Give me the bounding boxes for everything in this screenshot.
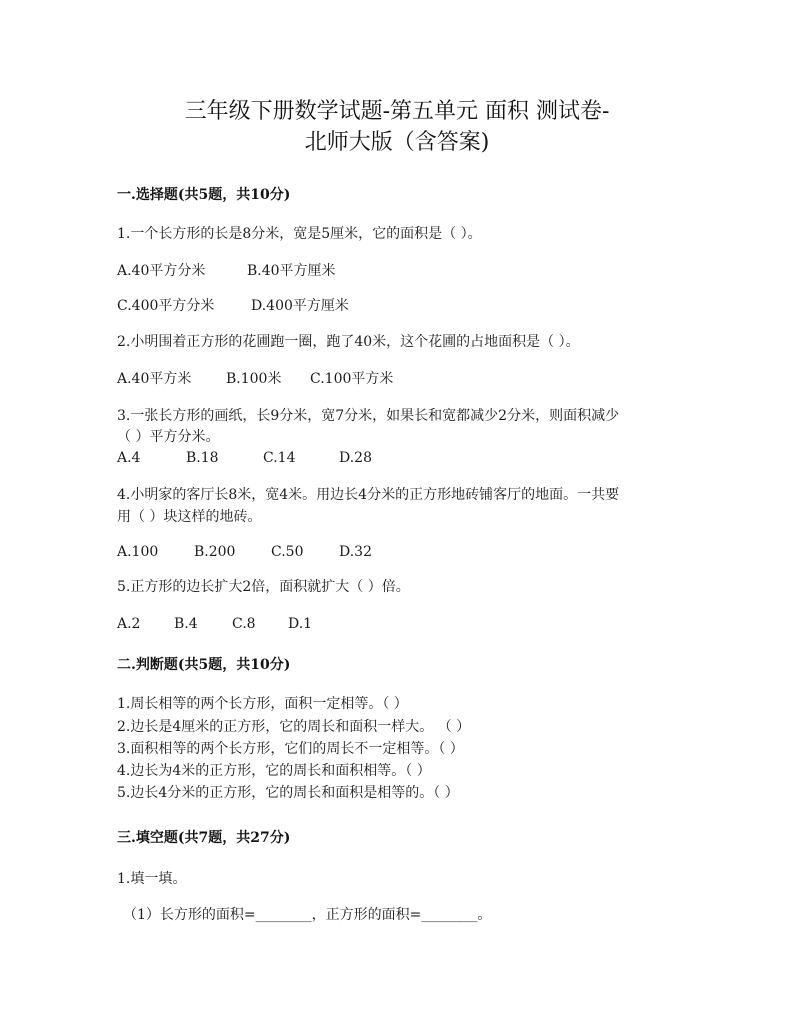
section-heading-fill: 三.填空题(共7题，共27分) [117, 830, 291, 846]
option-3-b: B.18 [186, 450, 219, 466]
choice-options-1a [117, 261, 336, 281]
choice-question-5: 5.正方形的边长扩大2倍，面积就扩大（ ）倍。 [117, 579, 410, 595]
option-5-c: C.8 [232, 616, 256, 632]
option-2-a: A.40平方米 [117, 371, 192, 387]
option-4-c: C.50 [271, 544, 304, 560]
choice-question-1: 1.一个长方形的长是8分米，宽是5厘米，它的面积是（ ）。 [117, 226, 482, 242]
choice-options-2 [117, 369, 393, 389]
option-1-d: D.400平方厘米 [251, 298, 349, 314]
option-5-a: A.2 [117, 616, 141, 632]
exam-title-line1: 三年级下册数学试题-第五单元 面积 测试卷- [184, 99, 610, 124]
judge-item-5: 5.边长4分米的正方形，它的周长和面积是相等的。（ ） [117, 785, 459, 801]
choice-options-4 [117, 542, 372, 562]
choice-question-2: 2.小明围着正方形的花圃跑一圈，跑了40米，这个花圃的占地面积是（ ）。 [117, 334, 580, 350]
fill-question-1: 1.填一填。 [117, 871, 187, 887]
judge-item-3: 3.面积相等的两个长方形，它们的周长不一定相等。（ ） [117, 741, 464, 757]
option-1-c: C.400平方分米 [117, 298, 215, 314]
option-3-c: C.14 [263, 450, 296, 466]
option-4-b: B.200 [194, 544, 236, 560]
choice-question-3-line1: 3.一张长方形的画纸，长9分米，宽7分米，如果长和宽都减少2分米，则面积减少 [117, 408, 620, 424]
option-5-d: D.1 [288, 616, 313, 632]
option-3-a: A.4 [117, 450, 141, 466]
choice-options-3 [117, 448, 372, 468]
option-5-b: B.4 [174, 616, 198, 632]
option-3-d: D.28 [339, 450, 372, 466]
fill-question-1-sub: （1）长方形的面积=________，正方形的面积=________。 [123, 907, 492, 923]
judge-item-2: 2.边长是4厘米的正方形，它的周长和面积一样大。 （ ） [117, 719, 471, 735]
choice-question-4-line1: 4.小明家的客厅长8米，宽4米。用边长4分米的正方形地砖铺客厅的地面。一共要 [117, 487, 620, 503]
option-4-d: D.32 [339, 544, 372, 560]
choice-options-5 [117, 614, 312, 634]
option-1-b: B.40平方厘米 [247, 263, 336, 279]
choice-question-4-line2: 用（ ）块这样的地砖。 [117, 509, 262, 525]
option-4-a: A.100 [117, 544, 159, 560]
section-heading-choice: 一.选择题(共5题，共10分) [117, 187, 291, 203]
option-1-a: A.40平方分米 [117, 263, 206, 279]
option-2-b: B.100米 [226, 371, 282, 387]
section-heading-judge: 二.判断题(共5题，共10分) [117, 657, 291, 673]
judge-item-1: 1.周长相等的两个长方形，面积一定相等。（ ） [117, 696, 408, 712]
choice-question-3-line2: （ ）平方分米。 [117, 429, 220, 445]
judge-item-4: 4.边长为4米的正方形，它的周长和面积相等。（ ） [117, 763, 431, 779]
exam-title-line2: 北师大版（含答案) [304, 130, 490, 155]
option-2-c: C.100平方米 [310, 371, 394, 387]
choice-options-1b [117, 296, 349, 316]
